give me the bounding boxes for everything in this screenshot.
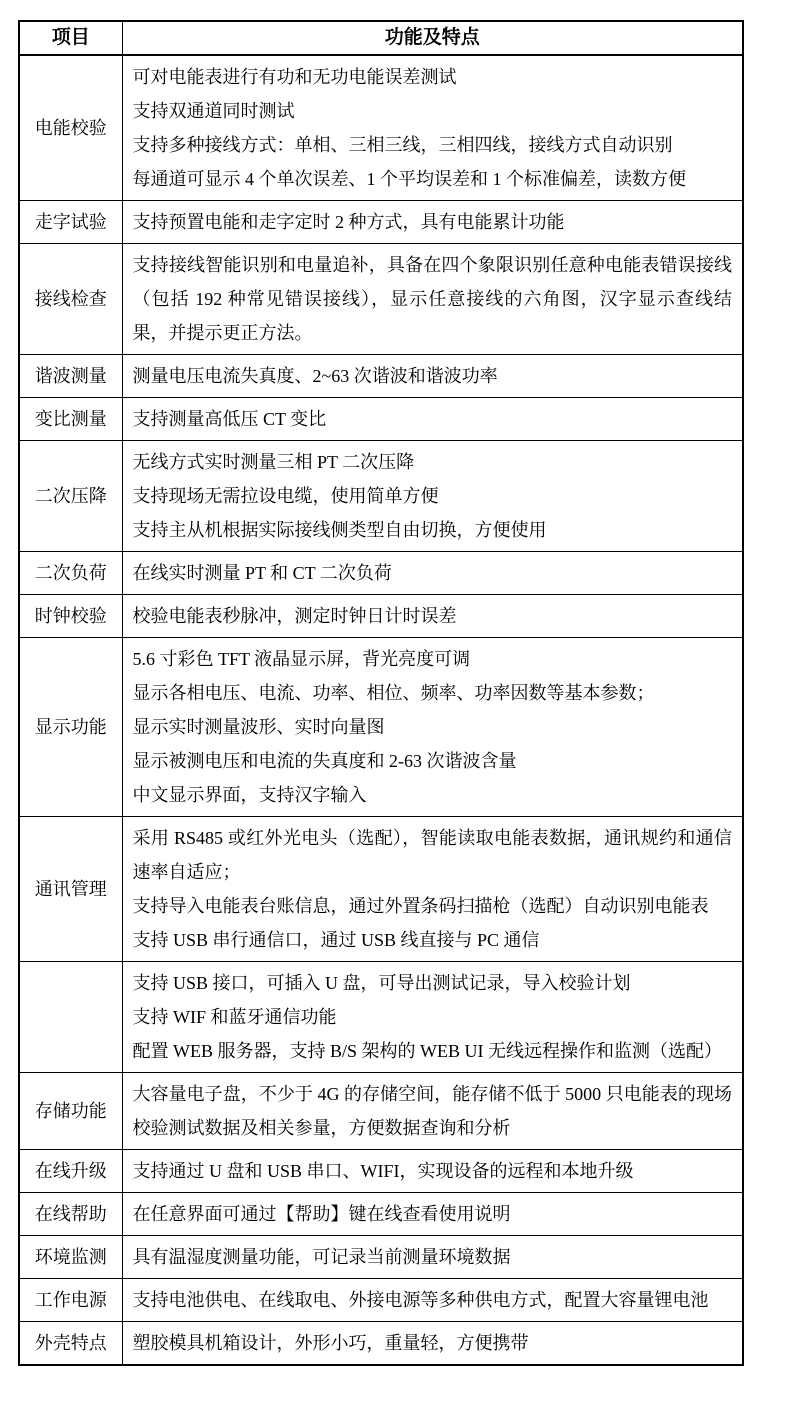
item-cell: 外壳特点	[19, 1322, 122, 1366]
feature-paragraph: 具有温湿度测量功能，可记录当前测量环境数据	[132, 1247, 511, 1267]
feature-paragraph: 支持主从机根据实际接线侧类型自由切换，方便使用	[132, 520, 547, 540]
feature-paragraph: 塑胶模具机箱设计，外形小巧，重量轻，方便携带	[132, 1333, 529, 1353]
item-cell: 存储功能	[19, 1073, 122, 1150]
feature-paragraph: 支持 USB 接口，可插入 U 盘，可导出测试记录，导入校验计划	[132, 973, 631, 993]
feature-paragraph: 支持 WIF 和蓝牙通信功能	[132, 1007, 337, 1027]
feature-cell	[122, 638, 743, 817]
item-cell: 通讯管理	[19, 817, 122, 962]
feature-paragraph: 显示实时测量波形、实时向量图	[132, 717, 385, 737]
feature-cell	[122, 55, 743, 201]
feature-paragraph: 支持测量高低压 CT 变比	[132, 409, 327, 429]
table-row	[19, 441, 743, 552]
feature-paragraph: 在任意界面可通过【帮助】键在线查看使用说明	[132, 1204, 511, 1224]
table-row	[19, 1279, 743, 1322]
table-row	[19, 595, 743, 638]
header-features: 功能及特点	[122, 21, 743, 55]
table-row	[19, 244, 743, 355]
feature-paragraph: 校验电能表秒脉冲，测定时钟日计时误差	[132, 606, 457, 626]
feature-paragraph: 支持现场无需拉设电缆，使用简单方便	[132, 486, 439, 506]
feature-cell	[122, 244, 743, 355]
item-cell: 变比测量	[19, 398, 122, 441]
feature-paragraph: 支持双通道同时测试	[132, 101, 295, 121]
item-cell: 谐波测量	[19, 355, 122, 398]
table-header-row	[19, 21, 743, 55]
feature-paragraph: 显示被测电压和电流的失真度和 2-63 次谐波含量	[132, 751, 517, 771]
table-row	[19, 817, 743, 962]
feature-paragraph: 支持多种接线方式：单相、三相三线，三相四线，接线方式自动识别	[132, 135, 673, 155]
feature-cell	[122, 398, 743, 441]
table-row	[19, 1236, 743, 1279]
feature-paragraph: 显示各相电压、电流、功率、相位、频率、功率因数等基本参数；	[132, 683, 655, 703]
item-cell: 在线帮助	[19, 1193, 122, 1236]
item-cell: 走字试验	[19, 201, 122, 244]
feature-cell	[122, 1150, 743, 1193]
item-cell: 接线检查	[19, 244, 122, 355]
table-row	[19, 1150, 743, 1193]
feature-paragraph: 支持电池供电、在线取电、外接电源等多种供电方式，配置大容量锂电池	[132, 1290, 709, 1310]
table-row	[19, 552, 743, 595]
feature-cell	[122, 441, 743, 552]
feature-paragraph: 测量电压电流失真度、2~63 次谐波和谐波功率	[132, 366, 498, 386]
feature-cell	[122, 355, 743, 398]
feature-paragraph: 支持通过 U 盘和 USB 串口、WIFI，实现设备的远程和本地升级	[132, 1161, 634, 1181]
feature-paragraph: 采用 RS485 或红外光电头（选配），智能读取电能表数据，通讯规约和通信速率自适应；	[132, 828, 732, 882]
feature-cell	[122, 595, 743, 638]
feature-cell	[122, 962, 743, 1073]
table-row	[19, 355, 743, 398]
feature-paragraph: 支持预置电能和走字定时 2 种方式，具有电能累计功能	[132, 212, 565, 232]
table-row	[19, 1073, 743, 1150]
feature-paragraph: 中文显示界面，支持汉字输入	[132, 785, 367, 805]
feature-paragraph: 在线实时测量 PT 和 CT 二次负荷	[132, 563, 392, 583]
table-row	[19, 201, 743, 244]
feature-paragraph: 大容量电子盘，不少于 4G 的存储空间，能存储不低于 5000 只电能表的现场校验测试数据及相关参量，方便数据查询和分析	[132, 1084, 732, 1138]
item-cell: 工作电源	[19, 1279, 122, 1322]
feature-cell	[122, 1322, 743, 1366]
item-cell: 环境监测	[19, 1236, 122, 1279]
feature-paragraph: 可对电能表进行有功和无功电能误差测试	[132, 67, 457, 87]
item-cell	[19, 962, 122, 1073]
table-row	[19, 1193, 743, 1236]
feature-cell	[122, 552, 743, 595]
feature-paragraph: 配置 WEB 服务器，支持 B/S 架构的 WEB UI 无线远程操作和监测（选配）	[132, 1041, 722, 1061]
feature-paragraph: 支持接线智能识别和电量追补，具备在四个象限识别任意种电能表错误接线（包括 192 种常见错误接线），显示任意接线的六角图，汉字显示查线结果，并提示更正方法。	[132, 255, 732, 343]
feature-cell	[122, 1236, 743, 1279]
feature-cell	[122, 1279, 743, 1322]
table-body	[19, 55, 743, 1365]
table-row	[19, 398, 743, 441]
feature-paragraph: 支持 USB 串行通信口，通过 USB 线直接与 PC 通信	[132, 930, 540, 950]
item-cell: 在线升级	[19, 1150, 122, 1193]
feature-paragraph: 5.6 寸彩色 TFT 液晶显示屏，背光亮度可调	[132, 649, 471, 669]
table-row	[19, 55, 743, 201]
item-cell: 时钟校验	[19, 595, 122, 638]
item-cell: 电能校验	[19, 55, 122, 201]
header-item: 项目	[19, 21, 122, 55]
table-row	[19, 1322, 743, 1366]
feature-paragraph: 无线方式实时测量三相 PT 二次压降	[132, 452, 415, 472]
feature-paragraph: 每通道可显示 4 个单次误差、1 个平均误差和 1 个标准偏差，读数方便	[132, 169, 686, 189]
table-row	[19, 638, 743, 817]
item-cell: 显示功能	[19, 638, 122, 817]
item-cell: 二次负荷	[19, 552, 122, 595]
item-cell: 二次压降	[19, 441, 122, 552]
features-table	[18, 20, 744, 1366]
feature-paragraph: 支持导入电能表台账信息，通过外置条码扫描枪（选配）自动识别电能表	[132, 896, 709, 916]
table-row	[19, 962, 743, 1073]
feature-cell	[122, 1193, 743, 1236]
feature-cell	[122, 1073, 743, 1150]
feature-cell	[122, 201, 743, 244]
feature-cell	[122, 817, 743, 962]
